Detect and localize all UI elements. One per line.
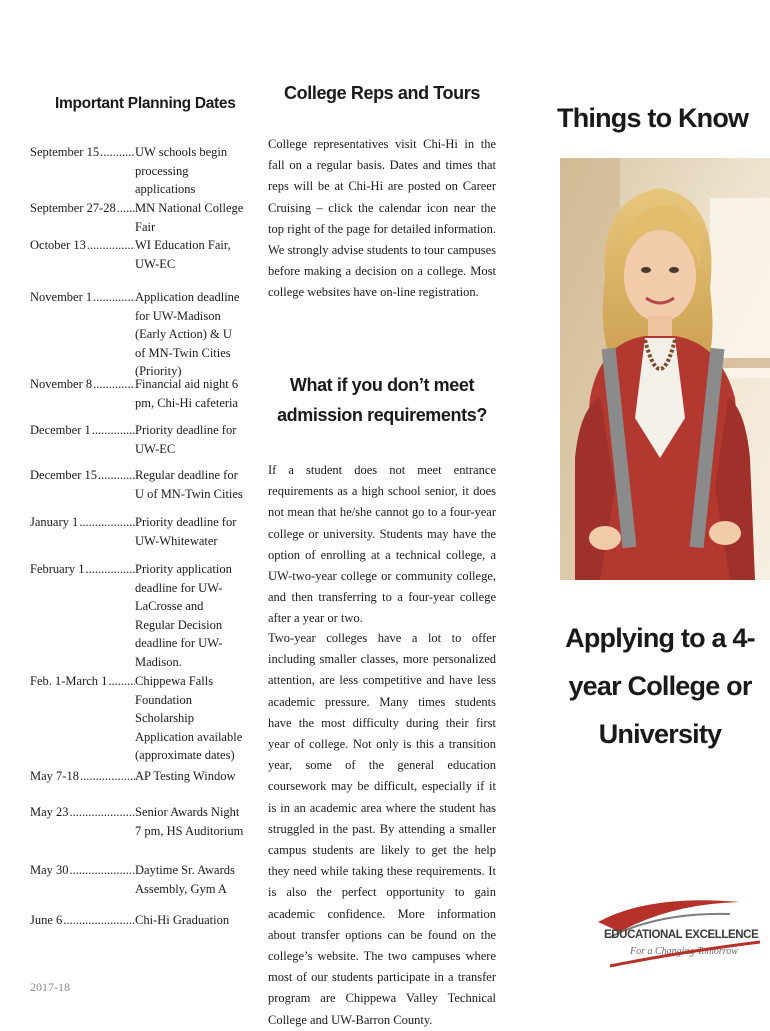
- planning-date-row: [30, 288, 245, 381]
- planning-event: WI Education Fair, UW-EC: [135, 238, 231, 271]
- planning-date-row: [30, 767, 245, 786]
- cover-title: Things to Know: [557, 103, 749, 133]
- planning-event: Priority application deadline for UW-LaCrosse and Regular Decision deadline for UW-Madison.: [135, 562, 232, 669]
- requirements-paragraph-1: If a student does not meet entrance requirements as a high school senior, it does not mean that he/she cannot go to a four-year college or university. Students may have the option of enrolling at a technical college, a UW-two-year college or community college, and then transferring to a four-year college after a year or two.: [268, 463, 496, 626]
- logo-tagline: For a Changing Tomorrow: [630, 946, 738, 957]
- planning-date: May 30 .....: [30, 861, 135, 880]
- planning-date-row: [30, 375, 245, 412]
- educational-excellence-logo: [590, 892, 770, 982]
- planning-event: Chi-Hi Graduation: [135, 913, 230, 927]
- cover-subtitle: Applying to a 4-year College or University: [565, 623, 755, 749]
- planning-event: Financial aid night 6 pm, Chi-Hi cafeteria: [135, 377, 239, 410]
- requirements-heading: What if you don’t meet admission requirements?: [277, 375, 487, 425]
- planning-date: November 8 .....: [30, 375, 135, 394]
- planning-date-row: [30, 672, 245, 765]
- planning-event: Priority deadline for UW-Whitewater: [135, 515, 237, 548]
- planning-date-row: [30, 236, 245, 273]
- logo-main-text: EDUCATIONAL EXCELLENCE: [604, 929, 759, 941]
- planning-date: May 7-18 .....: [30, 767, 135, 786]
- planning-date-row: [30, 560, 245, 671]
- requirements-paragraph-2: Two-year colleges have a lot to offer including smaller classes, more personalized attention, are less competitive and have less academic pressure. Many times students have the most difficulty during their first year of college. Not only is this a transition year, some of the general education coursework may be difficult, especially if it is in an academic area where the student has struggled in the past. By attending a smaller campus students are likely to get the help they need while taking these requirements. It is also the perfect opportunity to gain academic confidence. More information about transfer options can be found on the college’s website. The two campuses where most of our students participate in a transfer program are Chippewa Valley Technical College and UW-Barron County.: [268, 631, 496, 1027]
- planning-date: January 1 .....: [30, 513, 135, 532]
- planning-date-row: [30, 143, 245, 199]
- planning-date: February 1 .....: [30, 560, 135, 579]
- planning-event: Application deadline for UW-Madison (Early Action) & U of MN-Twin Cities (Priority): [135, 290, 240, 378]
- planning-event: Senior Awards Night 7 pm, HS Auditorium: [135, 805, 244, 838]
- planning-title: Important Planning Dates: [55, 95, 236, 112]
- student-photo: [560, 158, 770, 580]
- planning-date: June 6 .....: [30, 911, 135, 930]
- planning-date-row: [30, 803, 245, 840]
- planning-date-row: [30, 861, 245, 898]
- planning-event: Priority deadline for UW-EC: [135, 423, 237, 456]
- planning-event: Regular deadline for U of MN-Twin Cities: [135, 468, 243, 501]
- planning-date: October 13 .....: [30, 236, 135, 255]
- planning-event: Daytime Sr. Awards Assembly, Gym A: [135, 863, 235, 896]
- planning-date-row: [30, 911, 245, 930]
- reps-heading: College Reps and Tours: [284, 83, 480, 103]
- planning-date-row: [30, 421, 245, 458]
- planning-date-row: [30, 199, 245, 236]
- planning-date-row: [30, 466, 245, 503]
- planning-date: December 1 .....: [30, 421, 135, 440]
- planning-event: MN National College Fair: [135, 201, 244, 234]
- planning-date: Feb. 1-March 1 .....: [30, 672, 135, 691]
- planning-event: UW schools begin processing applications: [135, 145, 228, 196]
- planning-event: AP Testing Window: [135, 769, 236, 783]
- planning-date: May 23 .....: [30, 803, 135, 822]
- school-year-label: 2017-18: [30, 980, 70, 994]
- planning-date: December 15 .....: [30, 466, 135, 485]
- planning-date-row: [30, 513, 245, 550]
- planning-event: Chippewa Falls Foundation Scholarship Application available (approximate dates): [135, 674, 243, 762]
- reps-paragraph: College representatives visit Chi-Hi in the fall on a regular basis. Dates and times that reps will be at Chi-Hi are posted on Career Cruising – click the calendar icon near the top right of the page for detailed information. We strongly advise students to tour campuses before making a decision on a college. Most college websites have on-line registration.: [268, 137, 496, 300]
- planning-date: September 27-28 .....: [30, 199, 135, 218]
- planning-date: November 1 .....: [30, 288, 135, 307]
- planning-date: September 15 .....: [30, 143, 135, 162]
